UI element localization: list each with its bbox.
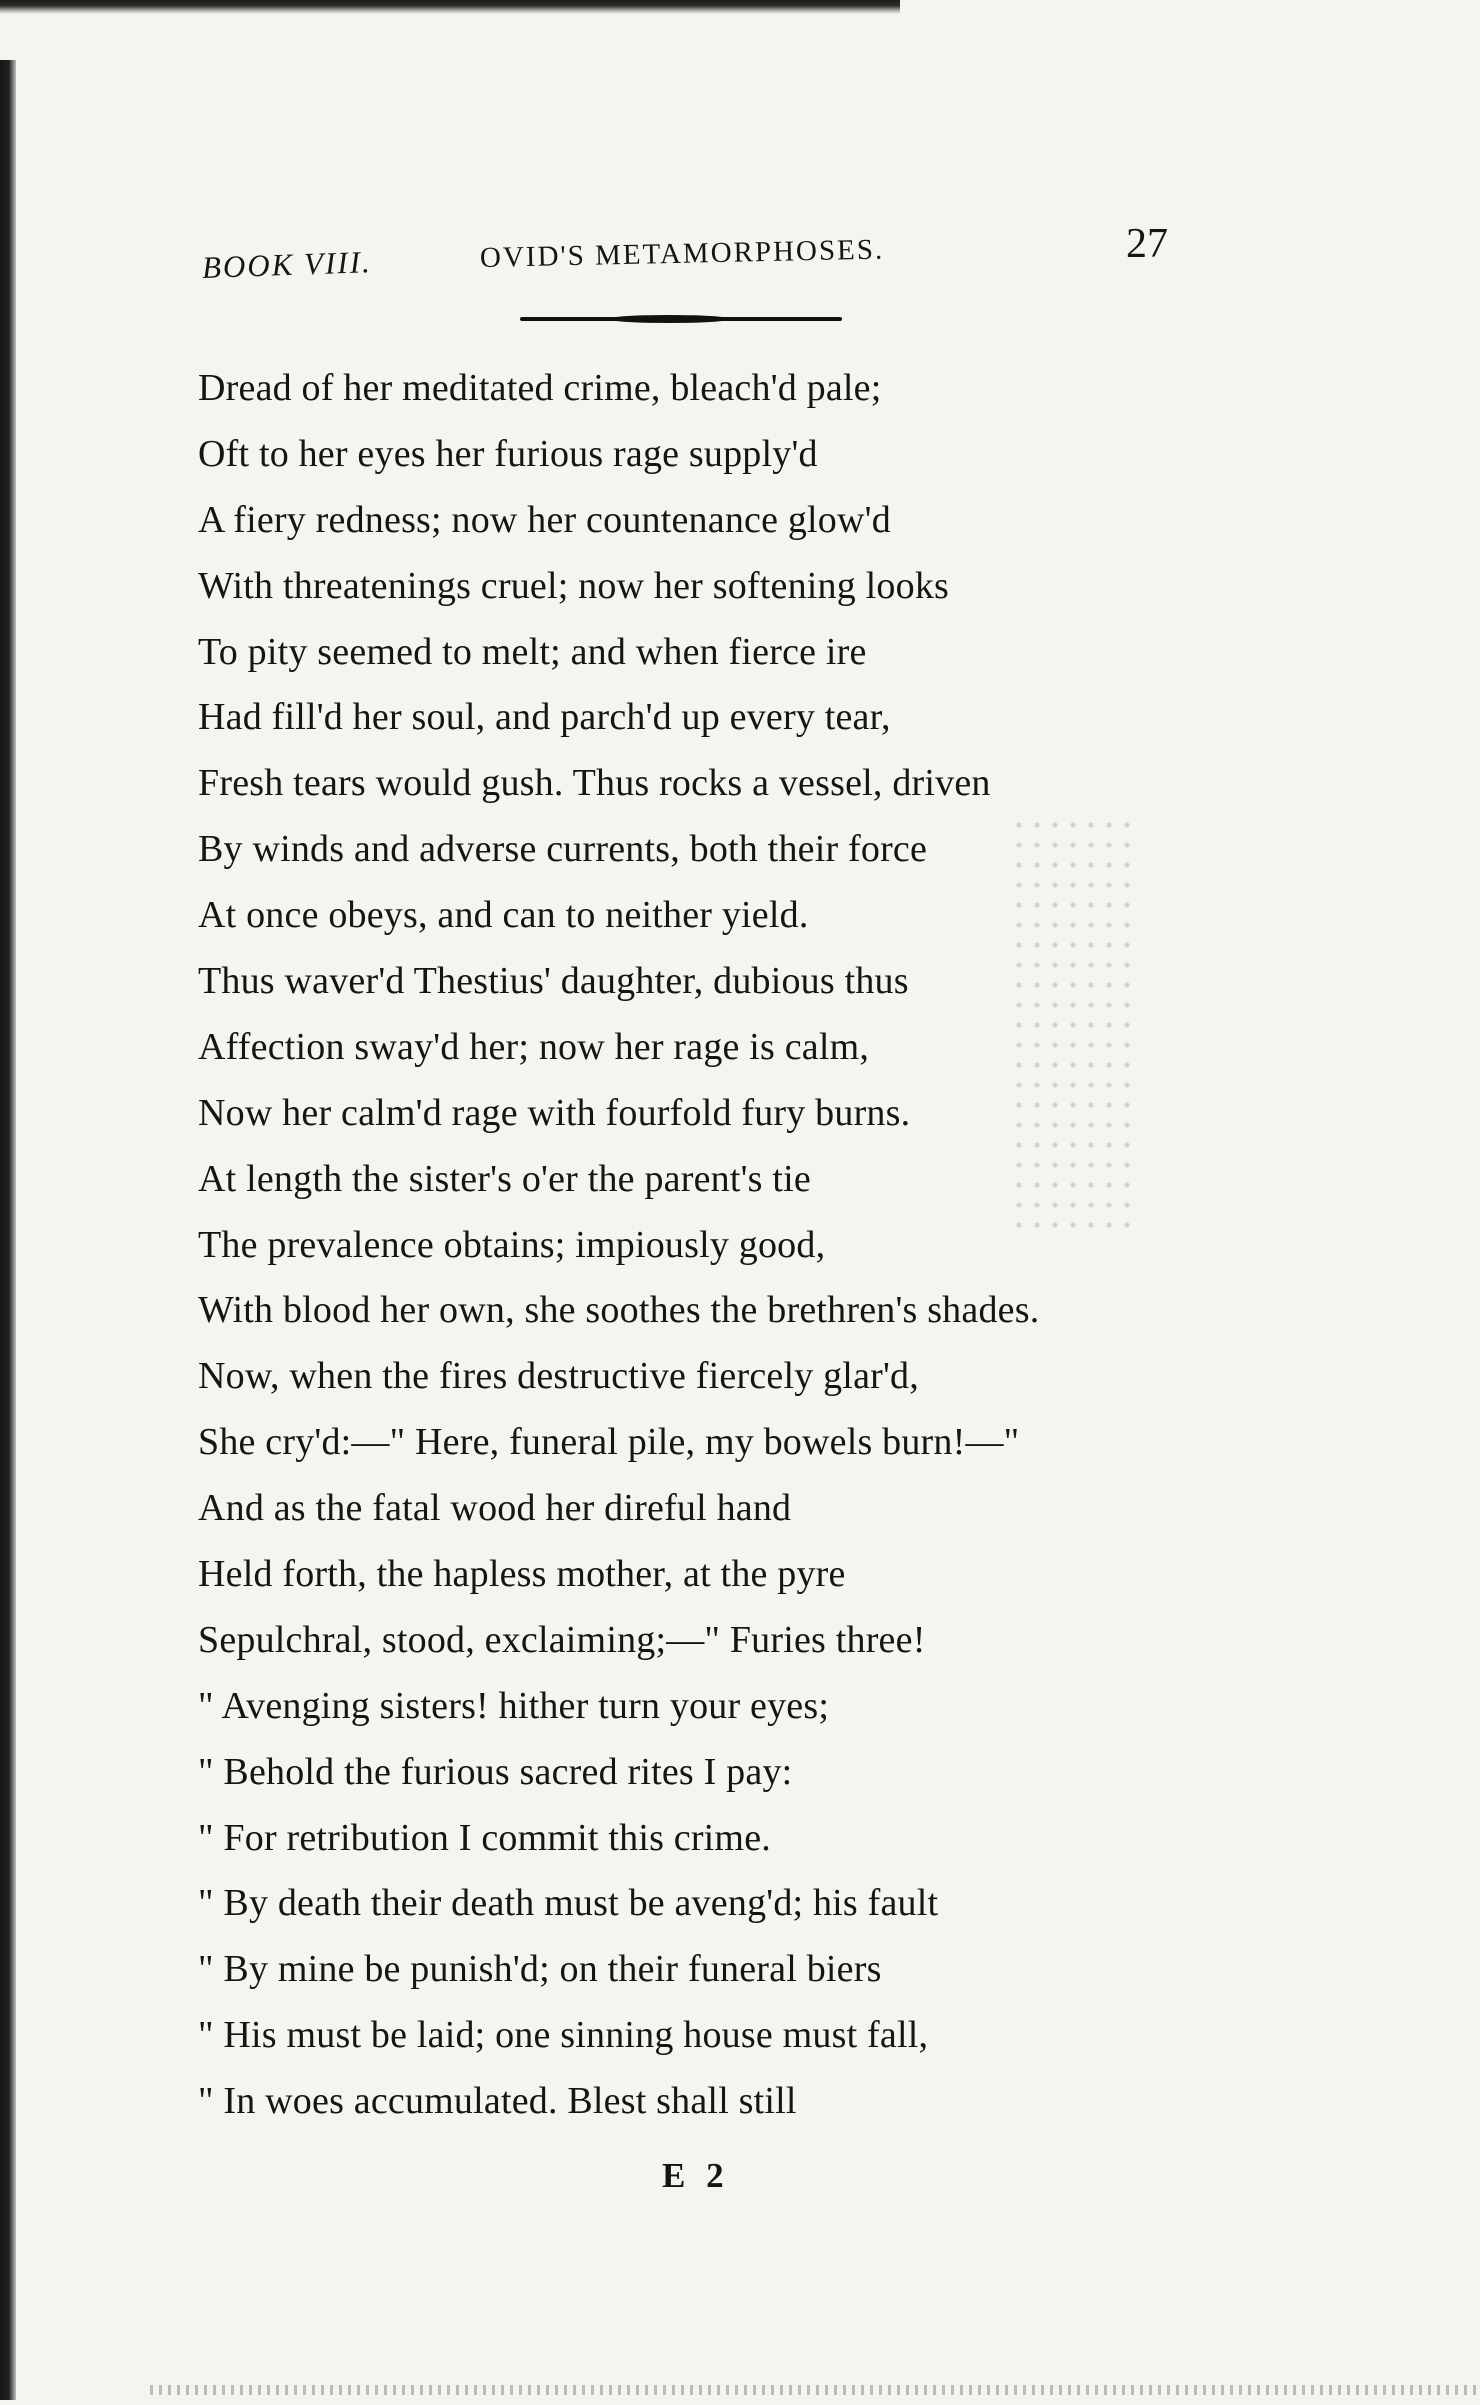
poem-line: Held forth, the hapless mother, at the pyre bbox=[198, 1553, 846, 1596]
bottom-scan-noise bbox=[150, 2385, 1480, 2395]
poem-line: Now, when the fires destructive fiercely glar'd, bbox=[198, 1355, 919, 1398]
poem-line: By winds and adverse currents, both their force bbox=[198, 828, 928, 871]
signature-mark: E 2 bbox=[662, 2156, 730, 2195]
poem-line: And as the fatal wood her direful hand bbox=[198, 1487, 792, 1530]
poem-line: " By mine be punish'd; on their funeral biers bbox=[198, 1948, 882, 1991]
running-head-book: BOOK VIII. bbox=[201, 244, 373, 285]
poem-line: Now her calm'd rage with fourfold fury burns. bbox=[198, 1091, 911, 1134]
poem-line: The prevalence obtains; impiously good, bbox=[198, 1223, 826, 1266]
running-head-title: OVID'S METAMORPHOSES. bbox=[479, 233, 885, 274]
poem-line: " His must be laid; one sinning house must fall, bbox=[198, 2014, 929, 2057]
poem-line: She cry'd:—" Here, funeral pile, my bowels burn!—" bbox=[198, 1421, 1020, 1464]
poem-line: " For retribution I commit this crime. bbox=[198, 1816, 771, 1859]
poem-line: " In woes accumulated. Blest shall still bbox=[198, 2080, 797, 2123]
poem-line: Had fill'd her soul, and parch'd up every tear, bbox=[198, 696, 891, 739]
header-rule-ornament bbox=[608, 315, 730, 323]
poem-line: Sepulchral, stood, exclaiming;—" Furies three! bbox=[198, 1618, 926, 1661]
page-number: 27 bbox=[1126, 221, 1168, 267]
poem-line: Thus waver'd Thestius' daughter, dubious thus bbox=[198, 960, 909, 1003]
poem-line: With blood her own, she soothes the brethren's shades. bbox=[198, 1289, 1040, 1332]
margin-smudge bbox=[1010, 815, 1130, 1235]
poem-body bbox=[198, 356, 1238, 2136]
poem-line: " Avenging sisters! hither turn your eyes; bbox=[198, 1684, 830, 1727]
poem-line: Dread of her meditated crime, bleach'd pale; bbox=[198, 367, 882, 409]
page-left-edge bbox=[0, 60, 16, 2400]
poem-line: Oft to her eyes her furious rage supply'd bbox=[198, 432, 818, 475]
poem-line: " Behold the furious sacred rites I pay: bbox=[198, 1750, 793, 1793]
poem-line: At once obeys, and can to neither yield. bbox=[198, 894, 809, 937]
poem-line: Fresh tears would gush. Thus rocks a vessel, driven bbox=[198, 762, 991, 805]
page-header bbox=[0, 0, 1480, 340]
poem-line: At length the sister's o'er the parent's tie bbox=[198, 1157, 811, 1200]
poem-line: To pity seemed to melt; and when fierce ire bbox=[198, 630, 867, 673]
poem-line: " By death their death must be aveng'd; his fault bbox=[198, 1882, 939, 1925]
poem-line: Affection sway'd her; now her rage is calm, bbox=[198, 1025, 870, 1068]
poem-line: A fiery redness; now her countenance glow'd bbox=[198, 498, 891, 541]
poem-line: With threatenings cruel; now her softening looks bbox=[198, 564, 950, 607]
